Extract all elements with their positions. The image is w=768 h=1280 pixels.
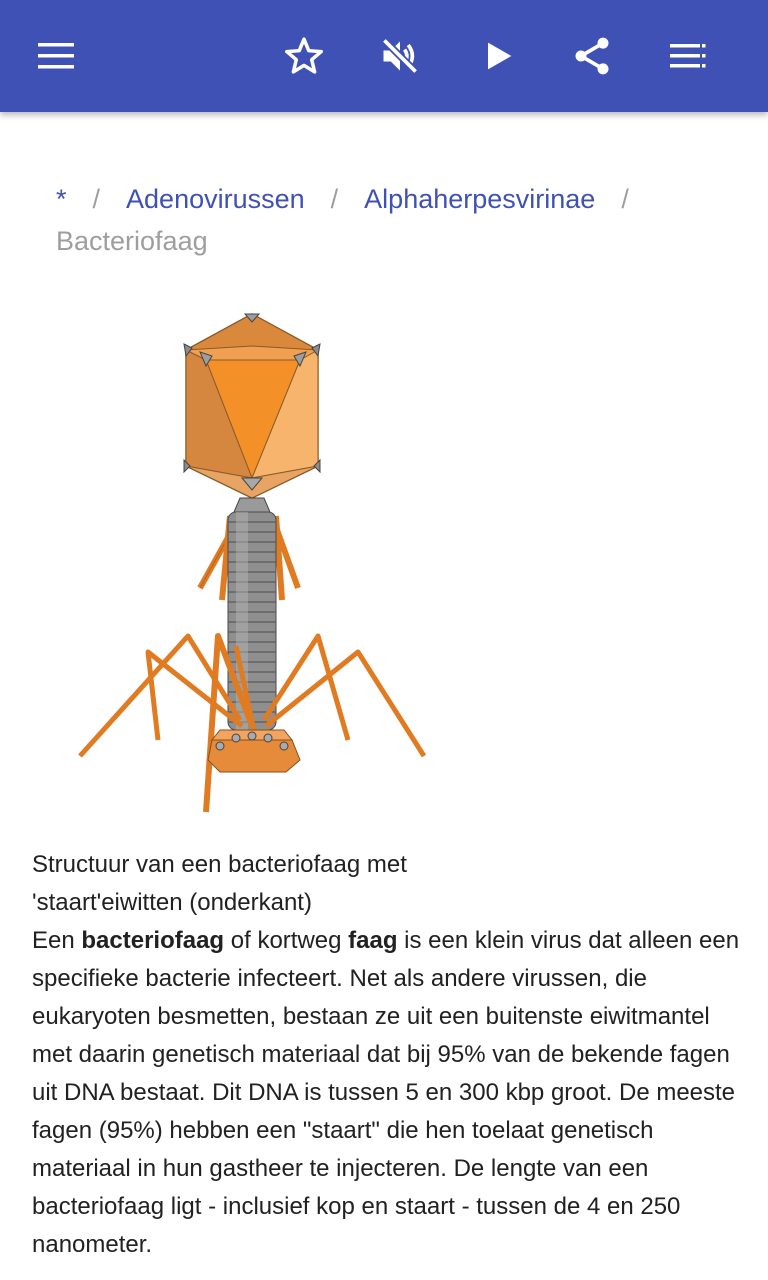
- article-term-bacteriofaag: bacteriofaag: [81, 927, 225, 954]
- share-button[interactable]: [564, 28, 620, 84]
- breadcrumb-separator: /: [92, 184, 101, 214]
- bookmark-button[interactable]: [276, 28, 332, 84]
- breadcrumb-link-adenovirussen[interactable]: Adenovirussen: [126, 184, 305, 214]
- menu-button[interactable]: [28, 28, 84, 84]
- caption-line-2: 'staart'eiwitten (onderkant): [32, 889, 312, 916]
- table-of-contents-button[interactable]: [660, 28, 716, 84]
- caption-line-1: Structuur van een bacteriofaag met: [32, 851, 407, 878]
- bacteriophage-image: [60, 300, 460, 825]
- play-icon: [478, 36, 518, 76]
- menu-icon: [36, 40, 76, 72]
- article-text: Een: [32, 927, 82, 954]
- playlist-icon: [668, 40, 708, 72]
- breadcrumb-link-alphaherpesvirinae[interactable]: Alphaherpesvirinae: [364, 184, 596, 214]
- figure-caption: [32, 846, 452, 922]
- article-text: of kortweg: [224, 927, 349, 954]
- play-button[interactable]: [470, 28, 526, 84]
- breadcrumb-link-root[interactable]: *: [56, 184, 67, 214]
- share-icon: [570, 34, 614, 78]
- breadcrumb: [56, 178, 736, 262]
- mute-button[interactable]: [372, 28, 428, 84]
- article-term-faag: faag: [348, 927, 398, 954]
- breadcrumb-separator: /: [621, 184, 629, 214]
- star-outline-icon: [282, 34, 326, 78]
- article-text: is een klein virus dat alleen een specifieke bacterie infecteert. Net als andere virussen, die eukaryoten besmetten, bestaan ze uit een buitenste eiwitmantel met daarin genetisch materiaal dat bij 95% van de bekende fagen uit DNA bestaat. Dit DNA is tussen 5 en 300 kbp groot. De meeste fagen (95%) hebben een "staart" die hen toelaat genetisch materiaal in hun gastheer te injecteren. De lengte van een bacteriofaag ligt - inclusief kop en staart - tussen de 4 en 250 nanometer.: [32, 927, 740, 1258]
- breadcrumb-separator: /: [330, 184, 339, 214]
- app-toolbar: [0, 0, 768, 112]
- article-body: [32, 922, 742, 1264]
- breadcrumb-current-page: Bacteriofaag: [56, 226, 208, 256]
- volume-off-icon: [378, 34, 422, 78]
- bacteriophage-illustration[interactable]: [60, 300, 460, 825]
